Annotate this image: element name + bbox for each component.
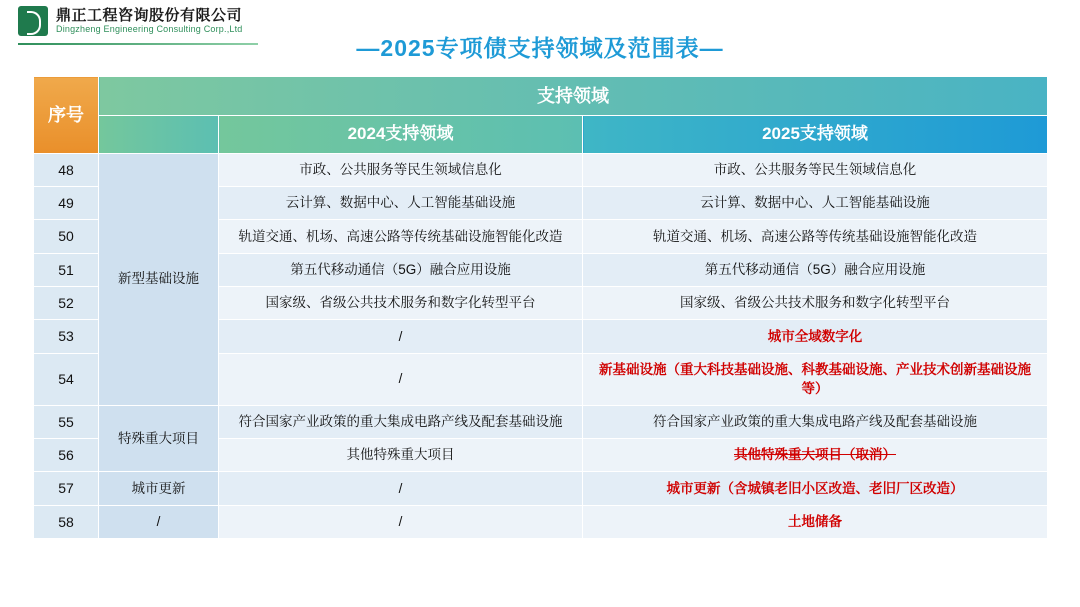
highlight-text: 城市全域数字化 <box>767 328 863 344</box>
cell-2025: 符合国家产业政策的重大集成电路产线及配套基础设施 <box>583 405 1048 438</box>
highlight-text: 城市更新（含城镇老旧小区改造、老旧厂区改造） <box>666 480 964 496</box>
cell-2025: 轨道交通、机场、高速公路等传统基础设施智能化改造 <box>583 220 1048 253</box>
header-2025: 2025支持领域 <box>583 116 1048 154</box>
header-group: 支持领域 <box>99 77 1048 116</box>
cell-2024: / <box>219 505 583 538</box>
cell-2025 <box>583 438 1048 471</box>
cell-2024: / <box>219 472 583 505</box>
table-header-row-2 <box>34 116 1048 154</box>
header-category-spacer <box>99 116 219 154</box>
row-category: 城市更新 <box>99 472 219 505</box>
cell-2024: 国家级、省级公共技术服务和数字化转型平台 <box>219 286 583 319</box>
row-number: 54 <box>34 353 99 405</box>
header-2024: 2024支持领域 <box>219 116 583 154</box>
row-number: 58 <box>34 505 99 538</box>
row-number: 49 <box>34 187 99 220</box>
cell-2024: 第五代移动通信（5G）融合应用设施 <box>219 253 583 286</box>
cell-2024: / <box>219 320 583 353</box>
row-category: / <box>99 505 219 538</box>
table-body <box>34 153 1048 538</box>
company-name-cn: 鼎正工程咨询股份有限公司 <box>56 7 243 25</box>
cell-2024: 符合国家产业政策的重大集成电路产线及配套基础设施 <box>219 405 583 438</box>
row-category: 新型基础设施 <box>99 153 219 405</box>
page-title: —2025专项债支持领域及范围表— <box>356 35 724 61</box>
row-number: 53 <box>34 320 99 353</box>
header-no: 序号 <box>34 77 99 154</box>
highlight-text: 新基础设施（重大科技基础设施、科教基础设施、产业技术创新基础设施等） <box>599 361 1031 397</box>
cell-2025: 云计算、数据中心、人工智能基础设施 <box>583 187 1048 220</box>
table-header-row-1 <box>34 77 1048 116</box>
cell-2025 <box>583 472 1048 505</box>
cell-2024: / <box>219 353 583 405</box>
cell-2025 <box>583 353 1048 405</box>
row-number: 52 <box>34 286 99 319</box>
table-row <box>34 505 1048 538</box>
row-number: 48 <box>34 153 99 186</box>
table-row <box>34 472 1048 505</box>
table-row <box>34 153 1048 186</box>
row-number: 51 <box>34 253 99 286</box>
struck-text: 其他特殊重大项目（取消） <box>734 447 896 463</box>
highlight-text: 土地储备 <box>788 513 842 529</box>
cell-2025: 第五代移动通信（5G）融合应用设施 <box>583 253 1048 286</box>
cell-2024: 轨道交通、机场、高速公路等传统基础设施智能化改造 <box>219 220 583 253</box>
cell-2025 <box>583 505 1048 538</box>
cell-2024: 云计算、数据中心、人工智能基础设施 <box>219 187 583 220</box>
row-category: 特殊重大项目 <box>99 405 219 472</box>
cell-2025: 市政、公共服务等民生领域信息化 <box>583 153 1048 186</box>
row-number: 55 <box>34 405 99 438</box>
cell-2025: 国家级、省级公共技术服务和数字化转型平台 <box>583 286 1048 319</box>
cell-2025 <box>583 320 1048 353</box>
cell-2024: 市政、公共服务等民生领域信息化 <box>219 153 583 186</box>
company-name-en: Dingzheng Engineering Consulting Corp.,Ltd <box>56 24 243 35</box>
table-row <box>34 405 1048 438</box>
cell-2024: 其他特殊重大项目 <box>219 438 583 471</box>
row-number: 50 <box>34 220 99 253</box>
support-scope-table <box>33 76 1048 539</box>
row-number: 57 <box>34 472 99 505</box>
row-number: 56 <box>34 438 99 471</box>
